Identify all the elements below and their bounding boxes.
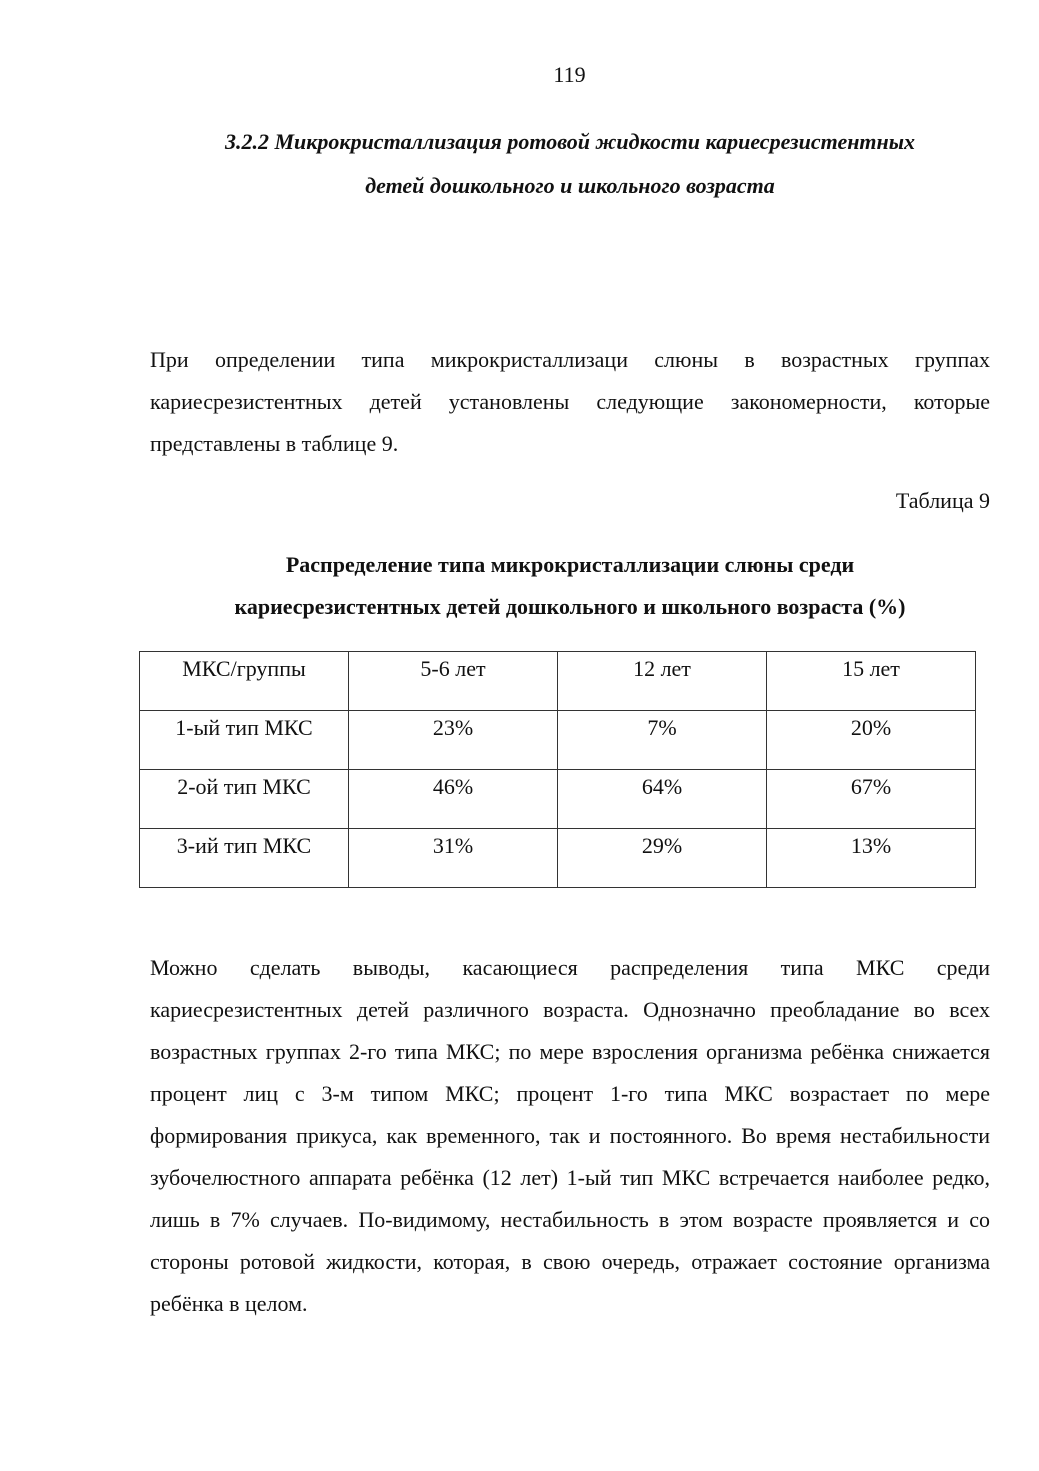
- table-cell: 23%: [349, 711, 558, 770]
- section-title: [140, 120, 1000, 208]
- section-title-line-1: 3.2.2 Микрокристаллизация ротовой жидкости кариесрезистентных: [224, 129, 916, 154]
- table-caption: [140, 544, 1000, 628]
- table-row: [140, 770, 976, 829]
- conclusion-paragraph: Можно сделать выводы, касающиеся распределения типа МКС среди кариесрезистентных детей различного возраста. Однозначно преобладание во всех возрастных группах 2-го типа МКС; по мере взросления организма ребёнка снижается процент лиц с 3-м типом МКС; процент 1-го типа МКС возрастает по мере формирования прикуса, как временного, так и постоянного. Во время нестабильности зубочелюстного аппарата ребёнка (12 лет) 1-ый тип МКС встречается наиболее редко, лишь в 7% случаев. По-видимому, нестабильность в этом возрасте проявляется и со стороны ротовой жидкости, которая, в свою очередь, отражает состояние организма ребёнка в целом.: [150, 955, 990, 1316]
- table-cell: 7%: [558, 711, 767, 770]
- table-row: [140, 711, 976, 770]
- data-table: [139, 651, 976, 888]
- table-caption-line-2: кариесрезистентных детей дошкольного и школьного возраста (%): [234, 594, 906, 619]
- table-header-cell: 12 лет: [558, 652, 767, 711]
- table-header-cell: МКС/группы: [140, 652, 349, 711]
- table-header-cell: 15 лет: [767, 652, 976, 711]
- table-cell: 29%: [558, 829, 767, 888]
- table-header-row: [140, 652, 976, 711]
- table-cell: 46%: [349, 770, 558, 829]
- table-label: Таблица 9: [895, 488, 990, 513]
- table-row: [140, 829, 976, 888]
- table-cell: 2-ой тип МКС: [140, 770, 349, 829]
- table-cell: 13%: [767, 829, 976, 888]
- section-title-line-2: детей дошкольного и школьного возраста: [365, 173, 775, 198]
- table-cell: 67%: [767, 770, 976, 829]
- table-cell: 20%: [767, 711, 976, 770]
- intro-paragraph: При определении типа микрокристаллизаци слюны в возрастных группах кариесрезистентных детей установлены следующие закономерности, которые представлены в таблице 9.: [150, 347, 990, 456]
- table-cell: 31%: [349, 829, 558, 888]
- table-cell: 64%: [558, 770, 767, 829]
- table-cell: 3-ий тип МКС: [140, 829, 349, 888]
- page-number: 119: [553, 62, 586, 87]
- table-header-cell: 5-6 лет: [349, 652, 558, 711]
- table-caption-line-1: Распределение типа микрокристаллизации слюны среди: [285, 552, 855, 577]
- table-cell: 1-ый тип МКС: [140, 711, 349, 770]
